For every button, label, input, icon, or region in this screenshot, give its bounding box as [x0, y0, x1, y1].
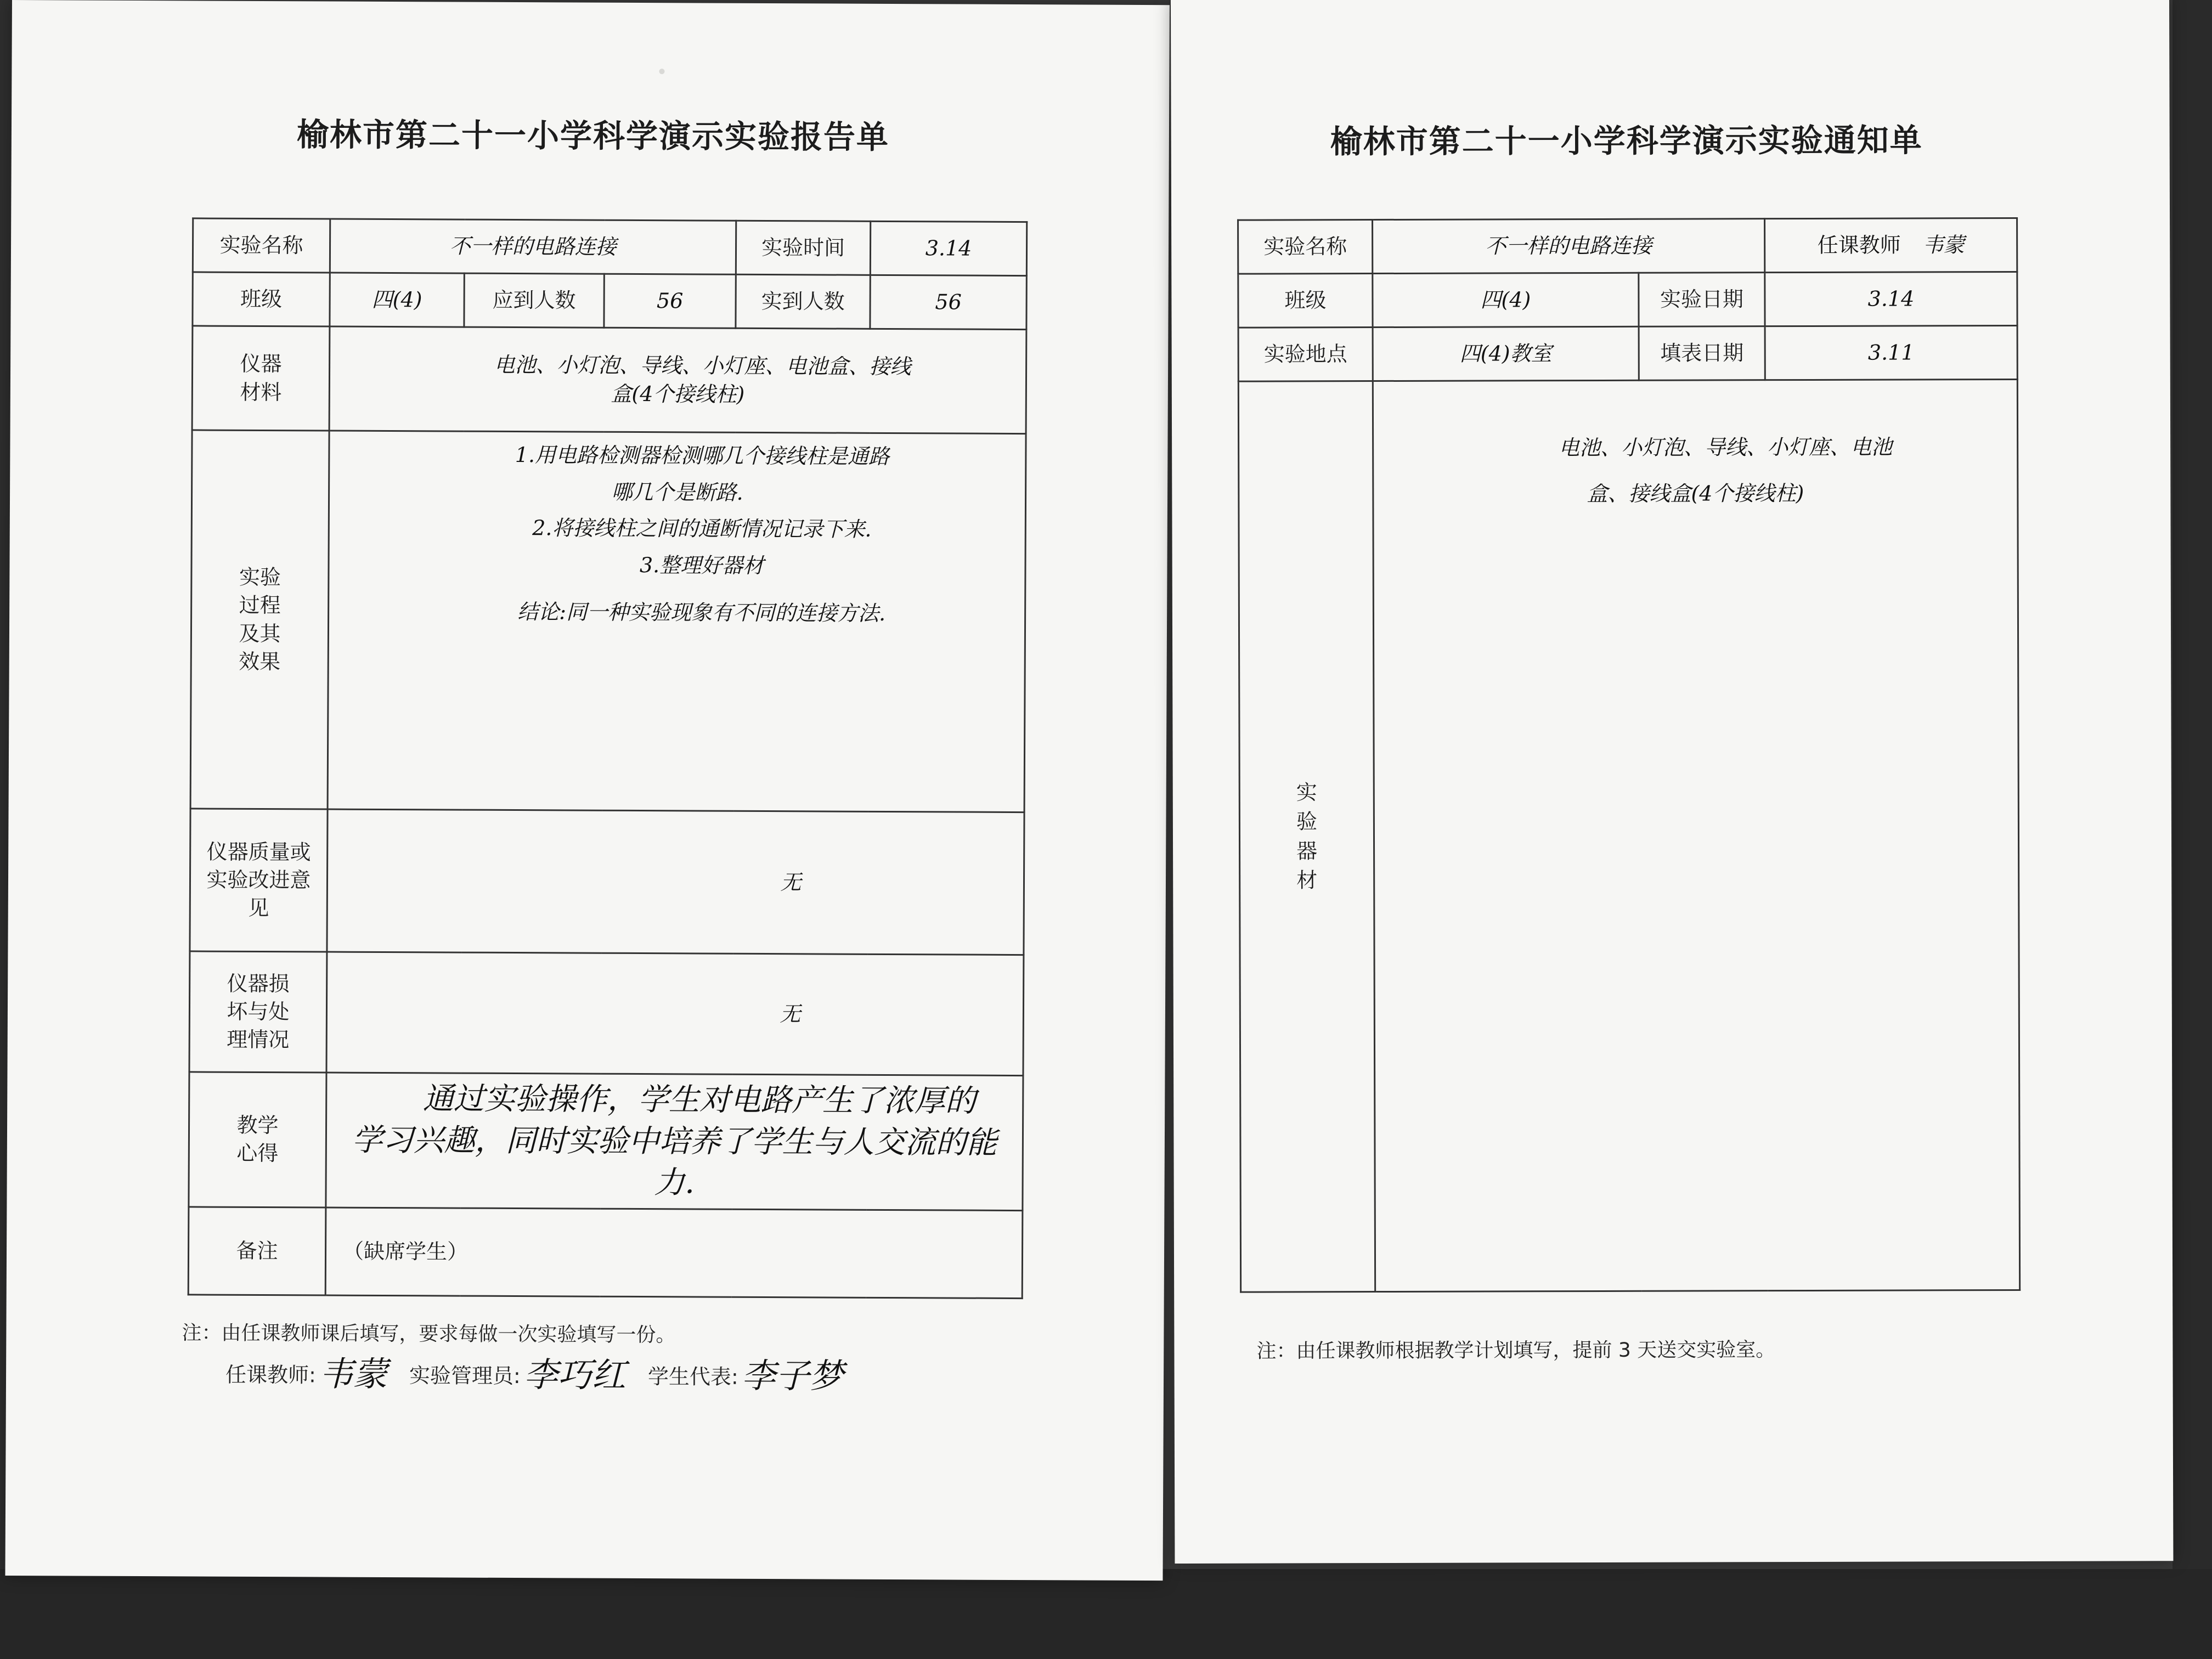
process-step-1b: 哪几个是断路. — [611, 479, 743, 505]
value-reflection — [326, 1073, 1023, 1210]
value-actual: 56 — [870, 275, 1026, 329]
notice-label-fill-date: 填表日期 — [1639, 326, 1765, 381]
notice-label-class: 班级 — [1238, 274, 1373, 328]
notice-label-location: 实验地点 — [1238, 328, 1373, 382]
background-right — [2172, 0, 2212, 1659]
notice-value-fill-date: 3.11 — [1765, 325, 2017, 380]
process-step-2: 2.将接线柱之间的通断情况记录下来. — [532, 516, 872, 541]
admin-label: 实验管理员: — [409, 1363, 521, 1389]
notice-value-date: 3.14 — [1765, 272, 2017, 326]
label-damage — [189, 951, 327, 1073]
notice-label-name: 实验名称 — [1238, 220, 1373, 274]
notice-title: 榆林市第二十一小学科学演示实验通知单 — [1330, 121, 1923, 161]
notice-teacher-signature: 韦蒙 — [1922, 233, 1965, 257]
value-damage: 无 — [326, 952, 1024, 1076]
label-process — [190, 430, 329, 809]
report-title: 榆林市第二十一小学科学演示实验报告单 — [296, 116, 890, 156]
notice-equipment-line-2: 盒、接线盒(4个接线柱) — [1587, 481, 1804, 506]
notice-label-equipment — [1238, 381, 1375, 1293]
process-step-3: 3.整理好器材 — [639, 552, 764, 578]
notice-sheet — [1171, 0, 2173, 1564]
label-reflection-text: 教学心得 — [236, 1113, 279, 1166]
label-quality — [190, 809, 328, 952]
value-time: 3.14 — [870, 221, 1026, 275]
notice-label-date: 实验日期 — [1639, 273, 1765, 327]
notice-value-name: 不一样的电路连接 — [1373, 219, 1765, 274]
label-remarks: 备注 — [188, 1207, 326, 1295]
label-reflection — [189, 1072, 326, 1207]
equipment-line-1: 电池、小灯泡、导线、小灯座、电池盒、接线 — [494, 353, 911, 379]
label-equipment — [192, 326, 330, 431]
teacher-signature: 韦蒙 — [319, 1353, 388, 1395]
value-expected: 56 — [604, 274, 736, 328]
signature-row — [225, 1346, 859, 1398]
value-class: 四(4) — [330, 273, 464, 327]
admin-signature: 李巧红 — [523, 1355, 626, 1395]
report-table — [188, 217, 1028, 1299]
punch-hole — [659, 69, 664, 74]
notice-value-location: 四(4)教室 — [1373, 326, 1639, 381]
label-time: 实验时间 — [736, 221, 870, 275]
reflection-line-1: 通过实验操作，学生对电路产生了浓厚的 — [422, 1081, 976, 1119]
value-equipment — [329, 326, 1026, 434]
notice-label-teacher: 任课教师 — [1817, 233, 1901, 257]
notice-label-equipment-text: 实验器材 — [1296, 780, 1318, 893]
value-remarks: （缺席学生） — [325, 1207, 1023, 1299]
notice-value-teacher — [1765, 218, 2017, 272]
process-conclusion: 结论:同一种实验现象有不同的连接方法. — [517, 600, 886, 625]
label-name: 实验名称 — [193, 218, 330, 273]
label-damage-text: 仪器损坏与处理情况 — [227, 971, 290, 1052]
label-quality-text: 仪器质量或实验改进意见 — [206, 839, 311, 921]
notice-table — [1237, 217, 2021, 1293]
notice-value-equipment — [1373, 379, 2019, 1291]
report-sheet — [5, 0, 1170, 1581]
value-process — [328, 431, 1026, 812]
notice-value-class: 四(4) — [1373, 273, 1639, 327]
value-quality: 无 — [327, 809, 1024, 955]
notice-note: 注：由任课教师根据教学计划填写，提前 3 天送交实验室。 — [1256, 1339, 1776, 1363]
notice-equipment-line-1: 电池、小灯泡、导线、小灯座、电池 — [1559, 435, 1893, 460]
student-signature: 李子梦 — [741, 1355, 844, 1396]
background-bottom — [0, 1569, 2212, 1659]
value-name: 不一样的电路连接 — [330, 219, 736, 274]
student-label: 学生代表: — [647, 1364, 738, 1389]
reflection-line-2: 学习兴趣，同时实验中培养了学生与人交流的能力. — [352, 1122, 997, 1201]
label-class: 班级 — [193, 272, 330, 326]
process-step-1a: 1.用电路检测器检测哪几个接线柱是通路 — [515, 443, 890, 469]
label-actual: 实到人数 — [736, 274, 870, 329]
label-expected: 应到人数 — [464, 273, 604, 328]
label-equipment-text: 仪器材料 — [240, 352, 282, 404]
report-note: 注：由任课教师课后填写，要求每做一次实验填写一份。 — [182, 1322, 676, 1347]
equipment-line-2: 盒(4个接线柱) — [611, 381, 745, 407]
teacher-label: 任课教师: — [225, 1362, 316, 1387]
label-process-text: 实验过程及其效果 — [239, 565, 281, 674]
